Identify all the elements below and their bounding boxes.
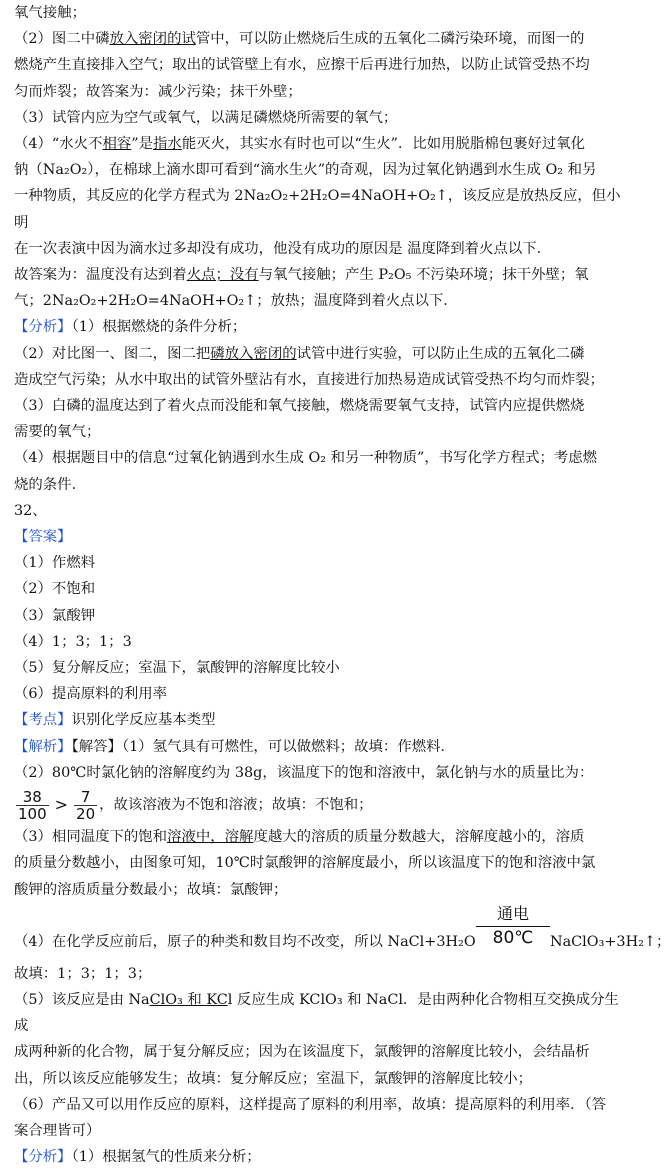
answer-item: （4）1；3；1；3 <box>14 633 132 650</box>
text-line: 燃烧产生直接排入空气；取出的试管壁上有水，应擦干后再进行加热，以防止试管受热不均 <box>14 57 590 74</box>
text-line: 匀而炸裂；故答案为：减少污染；抹干外壁； <box>14 83 302 100</box>
analysis-tag: 【分析】 <box>14 319 72 336</box>
text-line: （6）产品又可以用作反应的原料，这样提高了原料的利用率，故填：提高原料的利用率．（答 <box>14 1096 606 1113</box>
question-number: 32、 <box>14 502 47 519</box>
text-line: 氧气接触； <box>14 5 86 21</box>
text-line: 钠（Na₂O₂），在棉球上滴水即可看到“滴水生火”的奇观，因为过氧化钠遇到水生成 O₂ 和另 <box>14 162 597 179</box>
text-line: 案合理皆可） <box>14 1122 101 1139</box>
text-line: 的质量分数越小，由图象可知，10℃时氯酸钾的溶解度最小，所以该温度下的饱和溶液中氯 <box>14 855 596 872</box>
answer-tag: 【答案】 <box>14 529 72 546</box>
text-line: 一种物质，其反应的化学方程式为 2Na₂O₂+2H₂O=4NaOH+O₂↑，该反应是放热反应，但小明 <box>14 188 621 231</box>
analysis-line: 【分析】（1）根据燃烧的条件分析； <box>14 319 247 336</box>
fraction-38-100: $\frac{38}{100}$ <box>18 787 47 823</box>
fraction-7-20: $\frac{7}{20}$ <box>76 787 96 823</box>
answer-item: （3）氯酸钾 <box>14 607 96 624</box>
greater-than-sign: > <box>54 795 69 815</box>
explanation-line: 【解析】【解答】（1）氢气具有可燃性，可以做燃料；故填：作燃料． <box>14 738 455 755</box>
text-line: 成两种新的化合物，属于复分解反应；因为在该温度下，氯酸钾的溶解度比较小，会结晶析 <box>14 1044 590 1061</box>
answer-heading <box>14 524 628 550</box>
text-line: 酸钾的溶质质量分数最小；故填：氯酸钾； <box>14 881 288 898</box>
text-line: （4）“水火不相容”是指水能灭火，其实水有时也可以“生火”．比如用脱脂棉包裹好过氧化 <box>14 136 586 153</box>
text-line: 故答案为：温度没有达到着火点；没有与氧气接触；产生 P₂O₅ 不污染环境；抹干外壁；氧 <box>14 267 589 284</box>
text-line: 造成空气污染；从水中取出的试管外壁沾有水，直接进行加热易造成试管受热不均匀而炸裂； <box>14 371 605 388</box>
text-line: 故填：1；3；1；3； <box>14 965 152 982</box>
text-line: 在一次表演中因为滴水过多却没有成功，他没有成功的原因是 温度降到着火点以下． <box>14 240 552 257</box>
analysis-line: 【分析】（1）根据氢气的性质来分析； <box>14 1149 261 1166</box>
key-point-line: 【考点】识别化学反应基本类型 <box>14 712 216 729</box>
fraction-comparison-line: $\frac{38}{100}$ > $\frac{7}{20}$ ，故该溶液为不饱和溶液；故填：不饱和； <box>18 787 373 823</box>
analysis-tag: 【分析】 <box>14 1149 72 1166</box>
text-line: 烧的条件． <box>14 476 86 493</box>
answer-item: （1）作燃料 <box>14 555 96 572</box>
reaction-condition: 通电 80℃ <box>476 903 550 949</box>
equation-line: 通电 80℃ （4）在化学反应前后，原子的种类和数目均不改变，所以 NaCl+3H₂O NaClO₃+3H₂↑； <box>14 903 670 950</box>
text-line: （4）根据题目中的信息“过氧化钠遇到水生成 O₂ 和另一种物质”，书写化学方程式；考虑燃 <box>14 450 598 467</box>
text-line: 需要的氧气； <box>14 424 101 441</box>
text-line: （5）该反应是由 NaClO₃ 和 KCl 反应生成 KClO₃ 和 NaCl．是由两种化合物相互交换成分生成 <box>14 991 619 1035</box>
explanation-tag: 【解析】 <box>14 738 72 755</box>
text-line: （2）图二中磷放入密闭的试管中，可以防止燃烧后生成的五氧化二磷污染环境，而图一的 <box>14 31 585 48</box>
text-line: （2）对比图一、图二，图二把磷放入密闭的试管中进行实验，可以防止生成的五氧化二磷 <box>14 345 585 362</box>
text-line: （3）相同温度下的饱和溶液中，溶解度越大的溶质的质量分数越大，溶解度越小的，溶质 <box>14 829 585 846</box>
text-line: 气；2Na₂O₂+2H₂O=4NaOH+O₂↑；放热；温度降到着火点以下． <box>14 293 458 310</box>
text-line: 出，所以该反应能够发生；故填：复分解反应；室温下，氯酸钾的溶解度比较小； <box>14 1070 533 1087</box>
text-line: （3）白磷的温度达到了着火点而没能和氧气接触，燃烧需要氧气支持，试管内应提供燃烧 <box>14 398 585 415</box>
answer-item: （6）提高原料的利用率 <box>14 686 168 703</box>
answer-item: （5）复分解反应；室温下，氯酸钾的溶解度比较小 <box>14 660 340 677</box>
key-point-tag: 【考点】 <box>14 712 72 729</box>
text-line: （2）80℃时氯化钠的溶解度约为 38g，该温度下的饱和溶液中，氯化钠与水的质量比为： <box>14 764 594 781</box>
answer-item: （2）不饱和 <box>14 581 96 598</box>
document-page <box>14 0 670 1170</box>
text-line: （3）试管内应为空气或氧气，以满足磷燃烧所需要的氧气； <box>14 109 398 126</box>
